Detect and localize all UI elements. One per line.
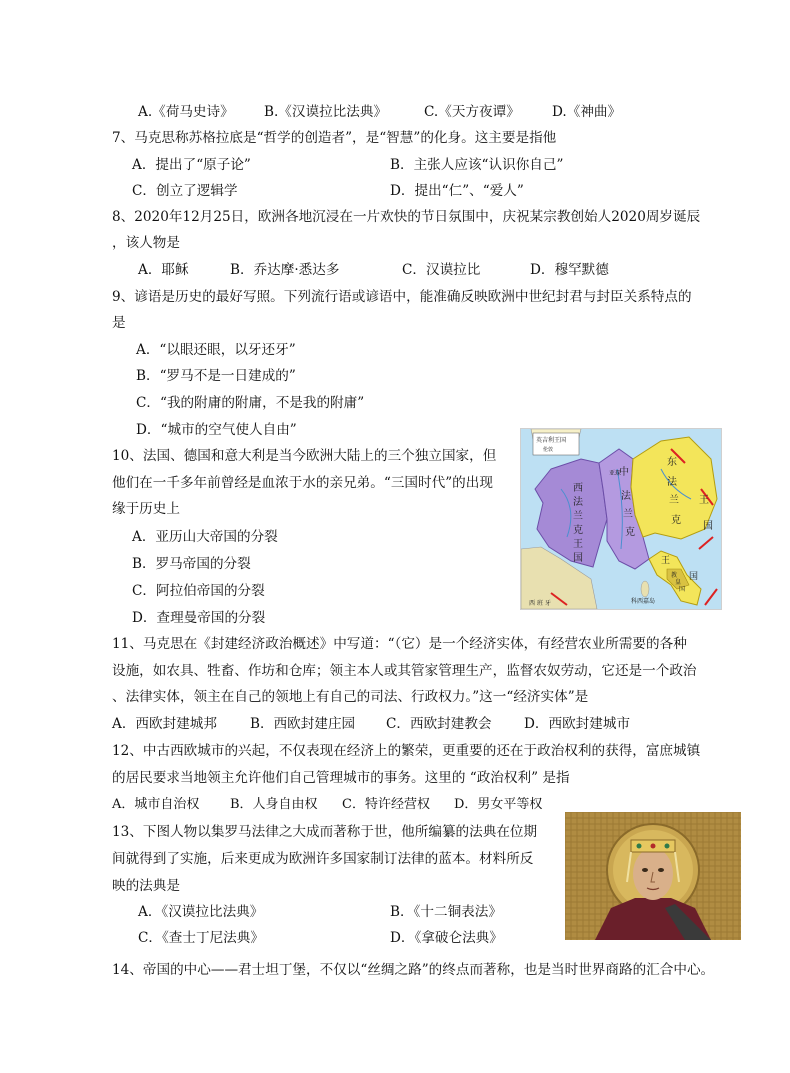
map-label-west-4: 克 [573, 525, 583, 536]
q13-option-a: A．《汉谟拉比法典》 [138, 904, 264, 920]
map-corsica [641, 581, 649, 597]
q9-option-a: A．“以眼还眼，以牙还牙” [136, 342, 296, 358]
q6-option-d: D.《神曲》 [552, 104, 622, 120]
map-legend-item: 伦敦 [543, 447, 554, 453]
q13-stem-line1: 13、下图人物以集罗马法律之大成而著称于世，他所编纂的法典在位期 [112, 824, 538, 840]
mosaic-crown-gem-3 [665, 844, 670, 849]
q10-option-d: D．查理曼帝国的分裂 [132, 610, 266, 626]
q9-option-d: D．“城市的空气使人自由” [136, 422, 297, 438]
map-label-king: 王 [699, 495, 709, 506]
q6-option-b: B.《汉谟拉比法典》 [264, 104, 388, 120]
q8-option-b: B．乔达摩·悉达多 [230, 262, 340, 278]
q14-stem: 14、帝国的中心——君士坦丁堡，不仅以“丝绸之路”的终点而著称，也是当时世界商路的汇合中心。 [112, 962, 715, 978]
q8-option-c: C．汉谟拉比 [402, 262, 481, 278]
q7-option-b: B．主张人应该“认识你自己” [390, 157, 564, 173]
q7-option-c: C．创立了逻辑学 [132, 183, 238, 199]
map-label-wang2: 王 [661, 556, 671, 566]
q8-stem-line1: 8、2020年12月25日，欧洲各地沉浸在一片欢快的节日氛围中，庆祝某宗教创始人2020周岁诞辰 [112, 209, 701, 225]
q8-option-d: D．穆罕默德 [530, 262, 609, 278]
q11-stem-line2: 设施，如农具、牲畜、作坊和仓库；领主本人或其管家管理生产，监督农奴劳动，它还是一个政治 [112, 663, 697, 679]
map-label-corsica: 科西嘉岛 [631, 598, 656, 605]
mosaic-crown-gem-1 [637, 844, 642, 849]
q12-option-b: B．人身自由权 [230, 797, 318, 812]
q13-option-d: D．《拿破仑法典》 [390, 930, 503, 946]
q8-stem-line2: ，该人物是 [112, 235, 180, 251]
map-label-west-1: 西 [573, 483, 583, 494]
map-svg [521, 429, 721, 609]
q12-stem-line2: 的居民要求当地领主允许他们自己管理城市的事务。这里的 “政治权利” 是指 [112, 770, 570, 786]
map-label-aachen: 亚琛 [609, 470, 622, 477]
frankish-partition-map [520, 428, 722, 610]
map-label-west-5: 王 [573, 539, 583, 550]
map-label-east-3: 兰 [669, 495, 679, 506]
q11-option-d: D．西欧封建城市 [524, 716, 631, 732]
q11-option-b: B．西欧封建庄园 [250, 716, 356, 732]
q13-stem-line3: 映的法典是 [112, 878, 180, 894]
q10-stem-line3: 缘于历史上 [112, 501, 180, 517]
q12-option-d: D．男女平等权 [454, 797, 543, 812]
q10-option-c: C．阿拉伯帝国的分裂 [132, 583, 265, 599]
map-label-papal-3: 国 [679, 586, 686, 593]
map-label-mid-3: 兰 [623, 509, 633, 520]
mosaic-crown-gem-2 [651, 844, 656, 849]
q12-option-c: C．特许经营权 [342, 797, 430, 812]
map-legend-title: 英吉利王国 [536, 437, 567, 444]
map-label-mid-2: 法 [621, 491, 631, 502]
map-label-east-1: 东 [667, 457, 677, 468]
q9-stem-line1: 9、谚语是历史的最好写照。下列流行语或谚语中，能准确反映欧洲中世纪封君与封臣关系特点的 [112, 289, 692, 305]
q13-option-b: B．《十二铜表法》 [390, 904, 502, 920]
map-label-guo2: 国 [689, 572, 699, 582]
map-label-papal-1: 教 [671, 572, 678, 579]
map-label-east-4: 克 [671, 515, 681, 526]
q11-option-a: A．西欧封建城邦 [112, 716, 217, 732]
q9-option-b: B．“罗马不是一日建成的” [136, 368, 296, 384]
map-label-guo: 国 [703, 521, 713, 532]
q10-stem-line2: 他们在一千多年前曾经是血浓于水的亲兄弟。“三国时代”的出现 [112, 475, 493, 491]
q10-option-b: B．罗马帝国的分裂 [132, 556, 251, 572]
map-label-east-2: 法 [667, 477, 677, 488]
mosaic-eye-left [642, 868, 648, 872]
q7-option-d: D．提出“仁”、“爱人” [390, 183, 524, 199]
q8-option-a: A．耶稣 [138, 262, 189, 278]
q11-option-c: C．西欧封建教会 [386, 716, 492, 732]
justinian-mosaic-portrait [565, 812, 741, 940]
q7-stem: 7、马克思称苏格拉底是“哲学的创造者”，是“智慧”的化身。这主要是指他 [112, 130, 557, 146]
map-label-mid-4: 克 [625, 527, 635, 538]
q10-option-a: A．亚历山大帝国的分裂 [132, 529, 278, 545]
q11-stem-line3: 、法律实体，领主在自己的领地上有自己的司法、行政权力。”这一“经济实体”是 [112, 689, 589, 705]
q9-option-c: C．“我的附庸的附庸，不是我的附庸” [136, 395, 365, 411]
map-label-west-3: 兰 [573, 511, 583, 522]
q9-stem-line2: 是 [112, 315, 126, 331]
map-label-west-6: 国 [573, 553, 583, 564]
q12-stem-line1: 12、中古西欧城市的兴起，不仅表现在经济上的繁荣，更重要的还在于政治权利的获得，富庶城镇 [112, 743, 701, 759]
q6-option-a: A.《荷马史诗》 [138, 104, 234, 120]
q13-option-c: C．《查士丁尼法典》 [138, 930, 264, 946]
mosaic-svg [565, 812, 741, 940]
q6-option-c: C.《天方夜谭》 [424, 104, 520, 120]
q12-option-a: A．城市自治权 [112, 797, 200, 812]
map-label-mid-1: 中 [619, 467, 629, 478]
q7-option-a: A．提出了“原子论” [132, 157, 251, 173]
map-label-papal-2: 皇 [675, 579, 682, 586]
map-label-west-2: 法 [573, 497, 583, 508]
mosaic-eye-right [658, 868, 664, 872]
map-label-west-sea: 西 班 牙 [529, 600, 551, 607]
q11-stem-line1: 11、马克思在《封建经济政治概述》中写道：“（它）是一个经济实体，有经营农业所需要的各种 [112, 636, 687, 652]
q13-stem-line2: 间就得到了实施，后来更成为欧洲许多国家制订法律的蓝本。材料所反 [112, 851, 534, 867]
q10-stem-line1: 10、法国、德国和意大利是当今欧洲大陆上的三个独立国家，但 [112, 448, 497, 464]
